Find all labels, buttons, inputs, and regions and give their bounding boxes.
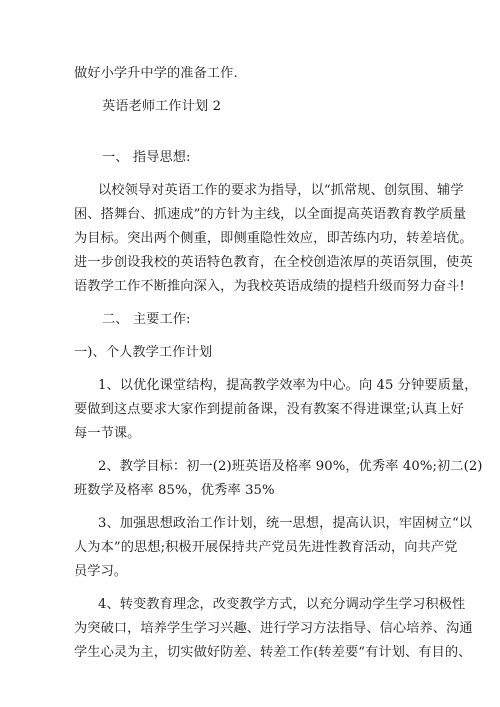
document-body — [74, 62, 483, 665]
list-item — [74, 455, 483, 503]
paragraph-line: 为目标。突出两个侧重，即侧重隐性效应，即苦练内功，转差培优。 — [74, 231, 473, 246]
section2-subheading: 一)、个人教学工作计划 — [74, 345, 213, 360]
item-line: 3、加强思想政治工作计划，统一思想，提高认识，牢固树立“以 — [98, 516, 473, 531]
item-line: 1、以优化课堂结构，提高教学效率为中心。向 45 分钟要质量， — [98, 378, 478, 393]
paragraph-line: 语教学工作不断推向深入，为我校英语成绩的提档升级而努力奋斗! — [74, 279, 465, 294]
list-item — [74, 593, 473, 665]
document-subtitle: 英语老师工作计划 2 — [102, 99, 222, 114]
paragraph-line: 困、搭舞台、抓速成”的方针为主线，以全面提高英语教育教学质量 — [74, 207, 467, 222]
item-line: 2、教学目标：初一(2)班英语及格率 90%，优秀率 40%;初二(2) — [98, 459, 483, 474]
section2-heading: 二、 主要工作: — [102, 312, 191, 327]
paragraph-line: 以校领导对英语工作的要求为指导，以“抓常规、创氛围、辅学 — [98, 183, 464, 198]
list-item — [74, 374, 478, 446]
item-line: 要做到这点要求大家作到提前备课，没有教案不得进课堂;认真上好 — [74, 402, 464, 417]
item-line: 员学习。 — [74, 564, 128, 579]
item-line: 人为本”的思想;积极开展保持共产党员先进性教育活动，向共产党 — [74, 540, 458, 555]
item-line: 班数学及格率 85%，优秀率 35% — [74, 483, 275, 498]
item-line: 每一节课。 — [74, 426, 141, 441]
item-line: 学生心灵为主，切实做好防差、转差工作(转差要“有计划、有目的、 — [74, 645, 472, 660]
section1-paragraph — [74, 179, 473, 299]
paragraph-line: 进一步创设我校的英语特色教育，在全校创造浓厚的英语氛围，使英 — [74, 255, 473, 270]
item-line: 为突破口，培养学生学习兴趣、进行学习方法指导、信心培养、沟通 — [74, 621, 473, 636]
list-item — [74, 512, 473, 584]
item-line: 4、转变教育理念，改变教学方式，以充分调动学生学习积极性 — [98, 597, 466, 612]
section1-heading: 一、 指导思想: — [102, 150, 191, 165]
intro-line: 做好小学升中学的准备工作. — [74, 66, 238, 81]
